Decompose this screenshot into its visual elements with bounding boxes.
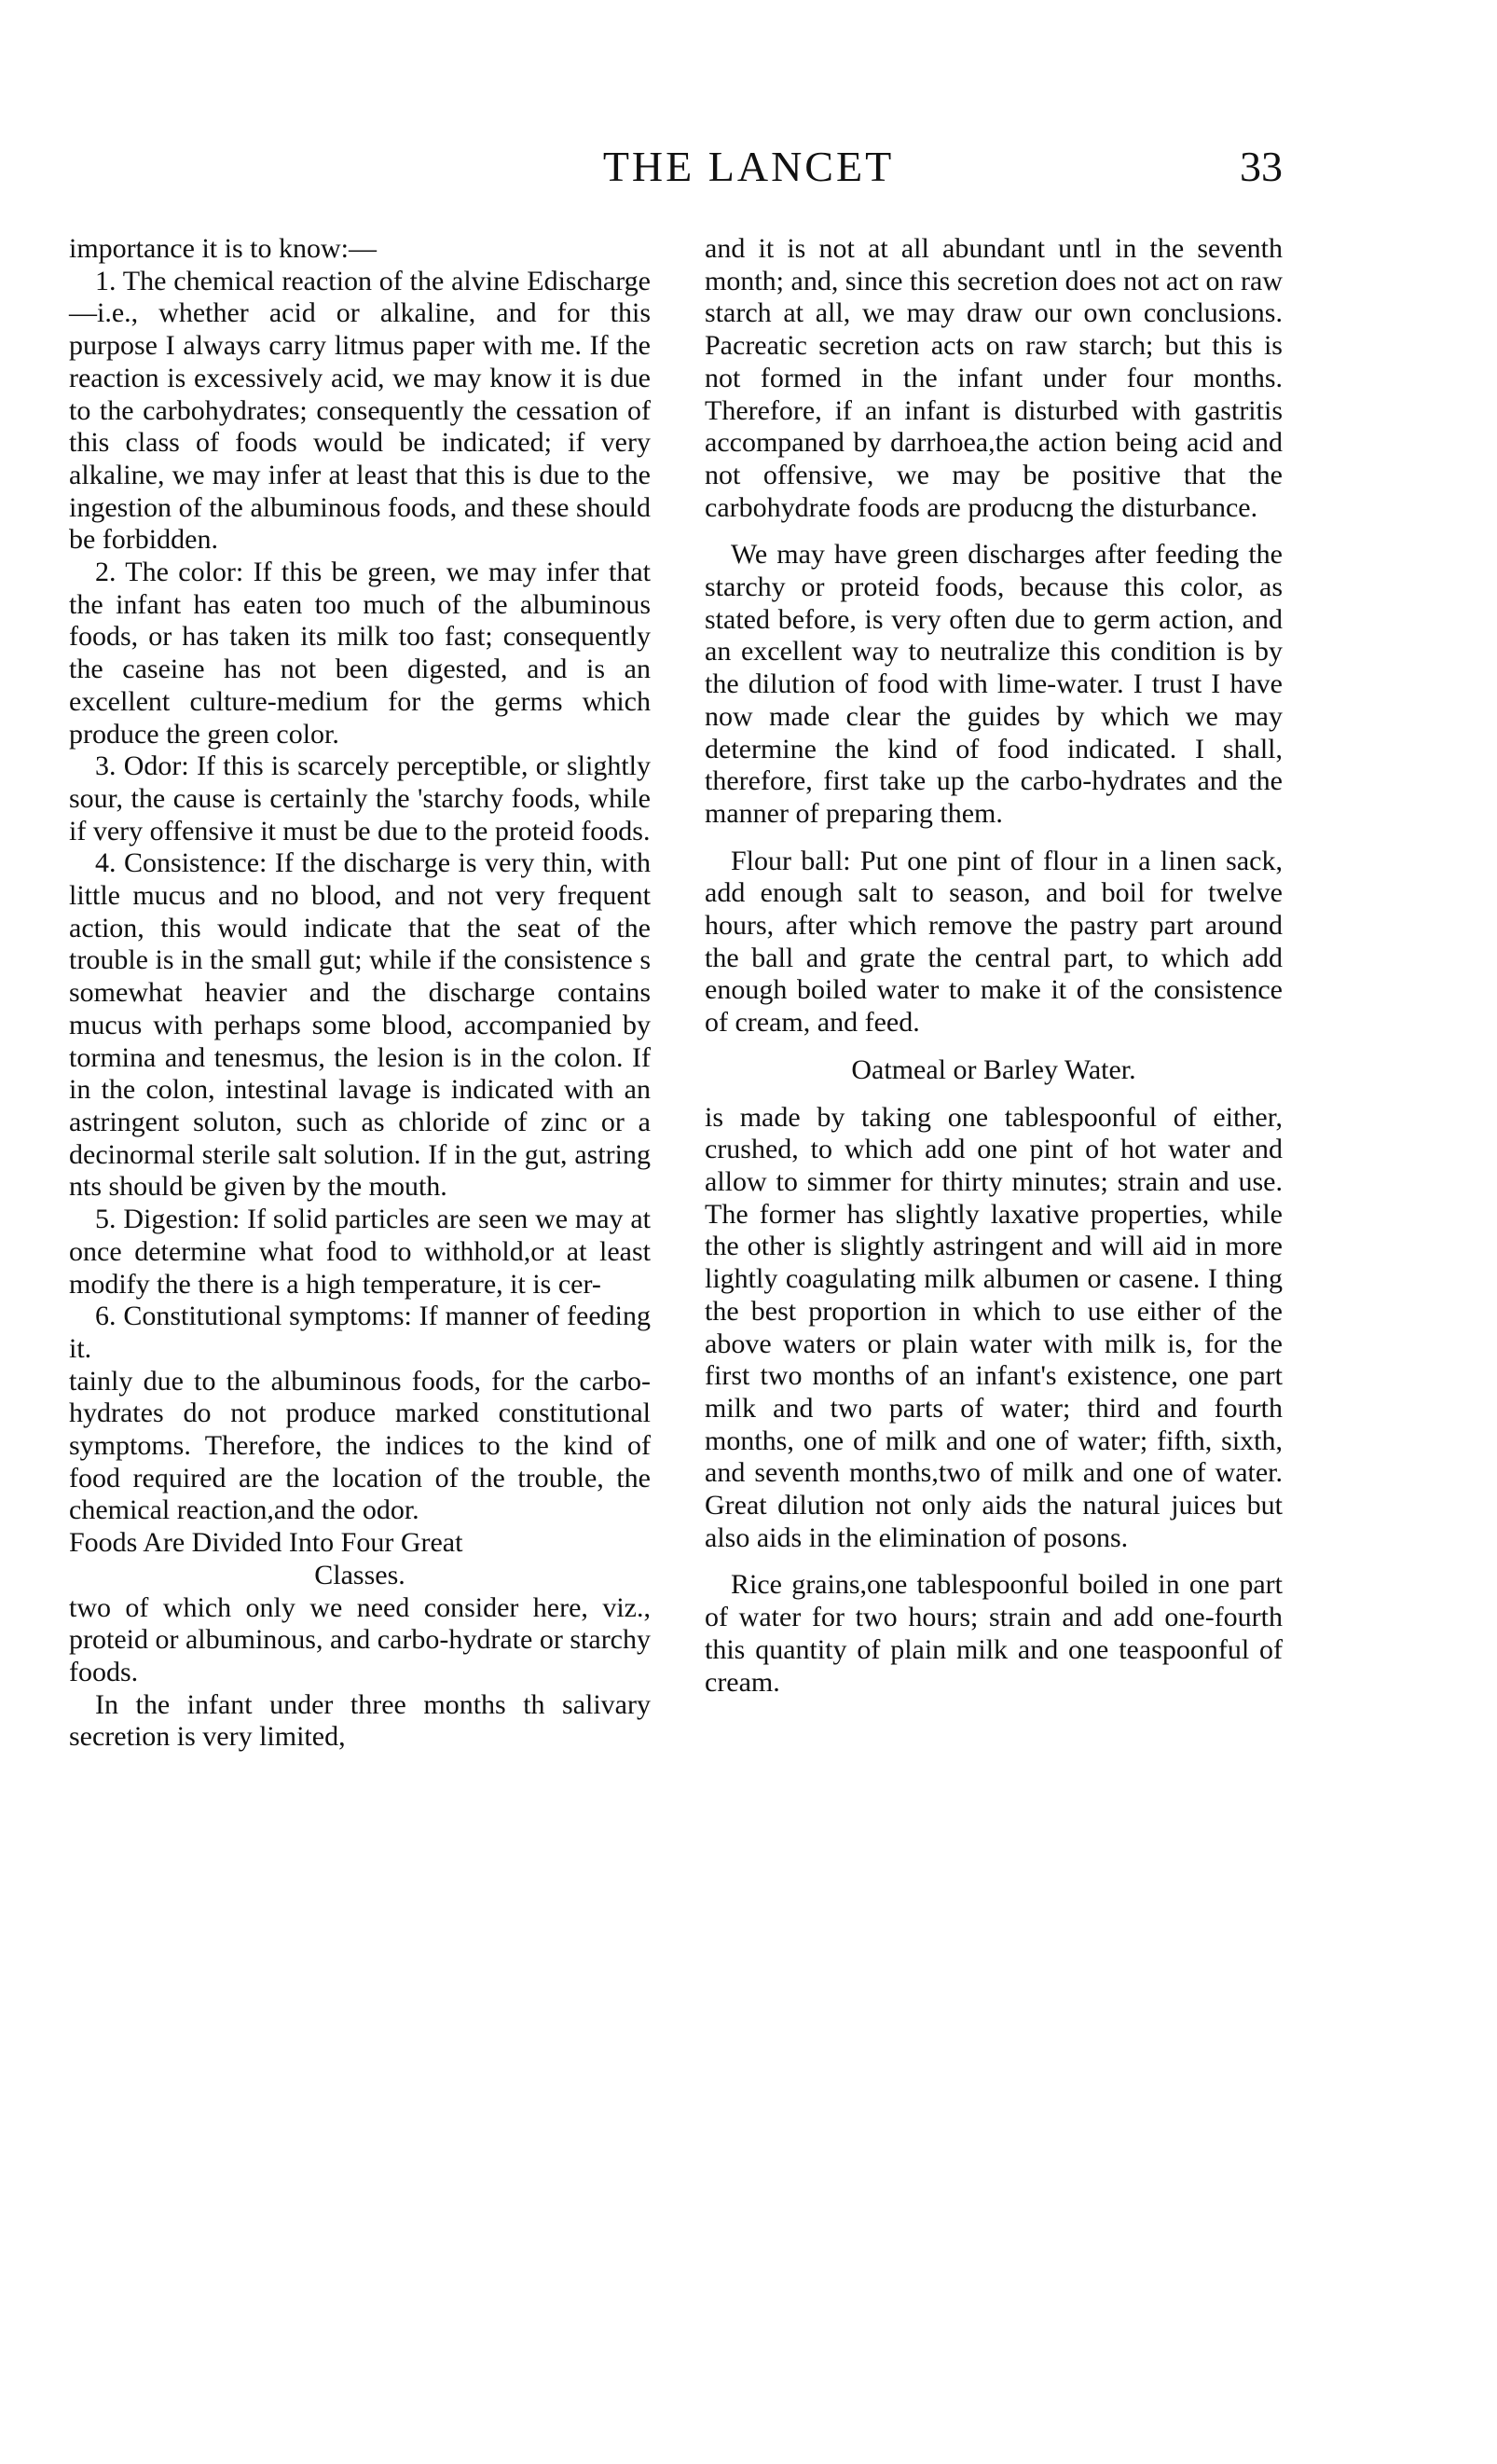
paragraph: 1. The chemical reaction of the alvine Edischarge—i.e., whether acid or alkaline, and for this purpose I always carry litmus paper with me. If the reaction is excessively acid, we may know it is due to the carbohydrates; consequently the cessation of this class of foods would be indicated; if very alkaline, we may infer at least that this is due to the ingestion of the albuminous foods, and these should be forbidden. — [69, 265, 651, 556]
paragraph: importance it is to know:— — [69, 233, 377, 264]
section-heading: Oatmeal or Barley Water. — [851, 1053, 1136, 1085]
page-number: 33 — [1240, 143, 1283, 190]
paragraph: and it is not at all abundant untl in the seventh month; and, since this secretion does not act on raw starch at all, we may draw our own conclusions. Pacreatic secretion acts on raw starch; but this is not formed in the infant under four months. Therefore, if an infant is disturbed with gastritis accompaned by darrhoea,the action being acid and not offensive, we may be positive that the carbohydrate foods are producng the disturbance. — [705, 233, 1283, 523]
paragraph: We may have green discharges after feeding the starchy or proteid foods, because this color, as stated before, is very often due to germ action, and an excellent way to neutralize this condition is by the dilution of food with lime-water. I trust I have now made clear the guides by which we may determine the kind of food indicated. I shall, therefore, first take up the carbo-hydrates and the manner of preparing them. — [705, 539, 1283, 829]
section-heading: Foods Are Divided Into Four Great — [69, 1527, 463, 1559]
paragraph: tainly due to the albuminous foods, for the carbo-hydrates do not produce marked constitutional symptoms. Therefore, the indices to the kind of food required are the location of the trouble, the chemical reaction,and the odor. — [69, 1365, 651, 1526]
paragraph: 6. Constitutional symptoms: If manner of feeding it. — [69, 1301, 651, 1364]
running-head — [0, 140, 1497, 196]
journal-title: THE LANCET — [602, 143, 895, 190]
paragraph: Flour ball: Put one pint of flour in a linen sack, add enough salt to season, and boil for twelve hours, after which remove the pastry part around the ball and grate the central part, to which add enough boiled water to make it of the consistence of cream, and feed. — [705, 845, 1283, 1039]
paragraph: 2. The color: If this be green, we may infer that the infant has eaten too much of the albuminous foods, or has taken its milk too fast; consequently the caseine has not been digested, and is an excellent culture-medium for the germs which produce the green color. — [69, 557, 651, 750]
paragraph: 4. Consistence: If the discharge is very thin, with little mucus and no blood, and not very frequent action, this would indicate that the seat of the trouble is in the small gut; while if the consistence s somewhat heavier and the discharge contains mucus with perhaps some blood, accompanied by tormina and tenesmus, the lesion is in the colon. If in the colon, intestinal lavage is indicated with an astringent soluton, such as chloride of zinc or a decinormal sterile salt solution. If in the gut, astring nts should be given by the mouth. — [69, 847, 651, 1203]
section-heading-continued: Classes. — [314, 1559, 405, 1590]
paragraph: Rice grains,one tablespoonful boiled in one part of water for two hours; strain and add one-fourth this quantity of plain milk and one teaspoonful of cream. — [705, 1569, 1283, 1698]
paragraph: 3. Odor: If this is scarcely perceptible, or slightly sour, the cause is certainly the 'starchy foods, while if very offensive it must be due to the proteid foods. — [69, 750, 651, 847]
left-column — [69, 233, 651, 1754]
paragraph: In the infant under three months th salivary secretion is very limited, — [69, 1688, 651, 1753]
paragraph: is made by taking one tablespoonful of either, crushed, to which add one pint of hot water and allow to simmer for thirty minutes; strain and use. The former has slightly laxative properties, while the other is slightly astringent and will aid in more lightly coagulating milk albumen or casene. I thing the best proportion in which to use either of the above waters or plain water with milk is, for the first two months of an infant's existence, one part milk and two parts of water; third and fourth months, one of milk and one of water; fifth, sixth, and seventh months,two of milk and one of water. Great dilution not only aids the natural juices but also aids in the elimination of posons. — [705, 1101, 1283, 1553]
right-column — [705, 233, 1283, 1699]
paragraph: 5. Digestion: If solid particles are seen we may at once determine what food to withhold,or at least modify the there is a high temperature, it is cer- — [69, 1204, 651, 1300]
paragraph: two of which only we need consider here, viz., proteid or albuminous, and carbo-hydrate or starchy foods. — [69, 1591, 651, 1687]
